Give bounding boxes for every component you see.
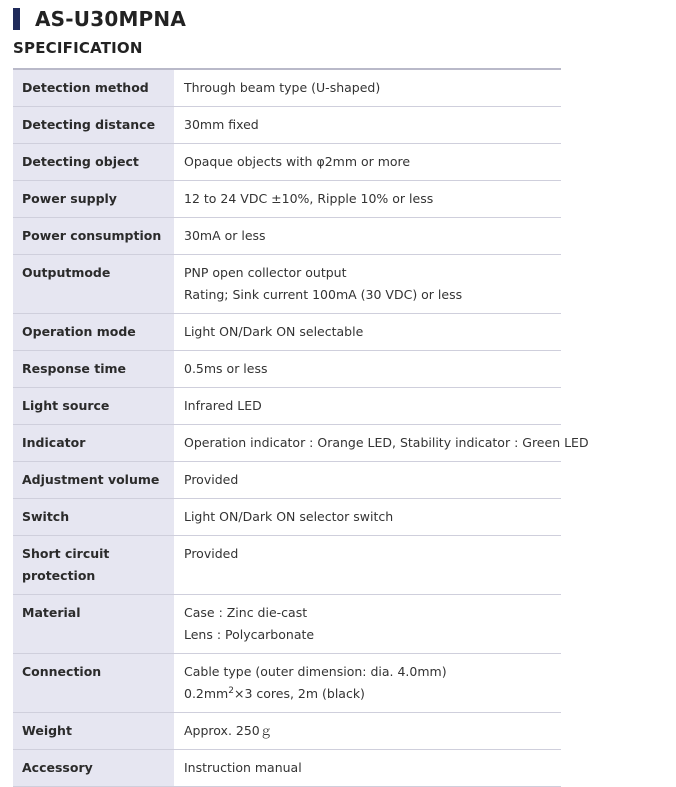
spec-label: Power supply — [13, 181, 174, 218]
spec-label: Operation mode — [13, 314, 174, 351]
spec-label: Weight — [13, 713, 174, 750]
spec-label: Indicator — [13, 425, 174, 462]
spec-value: Instruction manual — [174, 750, 561, 787]
spec-label: Response time — [13, 351, 174, 388]
spec-row-response-time — [13, 351, 561, 388]
spec-row-light-source — [13, 388, 561, 425]
spec-value: Approx. 250ｇ — [174, 713, 561, 750]
cable-cores-line: $0.2mm^2\times 3$ cores, 2m (black) — [184, 685, 365, 701]
spec-value: 0.5ms or less — [174, 351, 561, 388]
spec-label: Accessory — [13, 750, 174, 787]
spec-row-accessory — [13, 750, 561, 787]
spec-row-power-supply — [13, 181, 561, 218]
spec-value: Light ON/Dark ON selectable — [174, 314, 561, 351]
spec-label: Detection method — [13, 69, 174, 107]
spec-row-detection-method — [13, 69, 561, 107]
spec-value: 30mm fixed — [174, 107, 561, 144]
spec-label: Switch — [13, 499, 174, 536]
spec-row-connection — [13, 654, 561, 713]
spec-label: Power consumption — [13, 218, 174, 255]
title-marker-bar — [13, 8, 20, 30]
product-title: AS-U30MPNA — [35, 7, 187, 31]
section-title: SPECIFICATION — [13, 39, 143, 57]
product-header — [13, 6, 186, 32]
spec-label: Connection — [13, 654, 174, 713]
spec-value: Opaque objects with φ2mm or more — [174, 144, 561, 181]
spec-row-power-consumption — [13, 218, 561, 255]
spec-row-detecting-distance — [13, 107, 561, 144]
spec-row-material — [13, 595, 561, 654]
spec-row-output-mode — [13, 255, 561, 314]
spec-row-indicator — [13, 425, 561, 462]
spec-value: Case : Zinc die-cast Lens : Polycarbonate — [174, 595, 561, 654]
spec-value: Through beam type (U-shaped) — [174, 69, 561, 107]
spec-row-detecting-object — [13, 144, 561, 181]
spec-row-adjustment-volume — [13, 462, 561, 499]
spec-row-short-circuit-protection — [13, 536, 561, 595]
spec-value: 12 to 24 VDC ±10%, Ripple 10% or less — [174, 181, 561, 218]
spec-label: Short circuit protection — [13, 536, 174, 595]
spec-row-weight — [13, 713, 561, 750]
spec-value: Infrared LED — [174, 388, 561, 425]
spec-value: Provided — [174, 536, 561, 595]
spec-label: Adjustment volume — [13, 462, 174, 499]
spec-label: Light source — [13, 388, 174, 425]
spec-label: Detecting distance — [13, 107, 174, 144]
spec-row-operation-mode — [13, 314, 561, 351]
spec-value: Operation indicator : Orange LED, Stability indicator : Green LED — [174, 425, 561, 462]
spec-value: Cable type (outer dimension: dia. 4.0mm) $0.2mm^2\times 3$ cores, 2m (black) — [174, 654, 561, 713]
spec-label: Outputmode — [13, 255, 174, 314]
spec-value: Provided — [174, 462, 561, 499]
spec-label: Detecting object — [13, 144, 174, 181]
spec-row-switch — [13, 499, 561, 536]
spec-label: Material — [13, 595, 174, 654]
spec-value: 30mA or less — [174, 218, 561, 255]
spec-value: Light ON/Dark ON selector switch — [174, 499, 561, 536]
spec-value: PNP open collector output Rating; Sink current 100mA (30 VDC) or less — [174, 255, 561, 314]
specification-table — [13, 68, 589, 787]
